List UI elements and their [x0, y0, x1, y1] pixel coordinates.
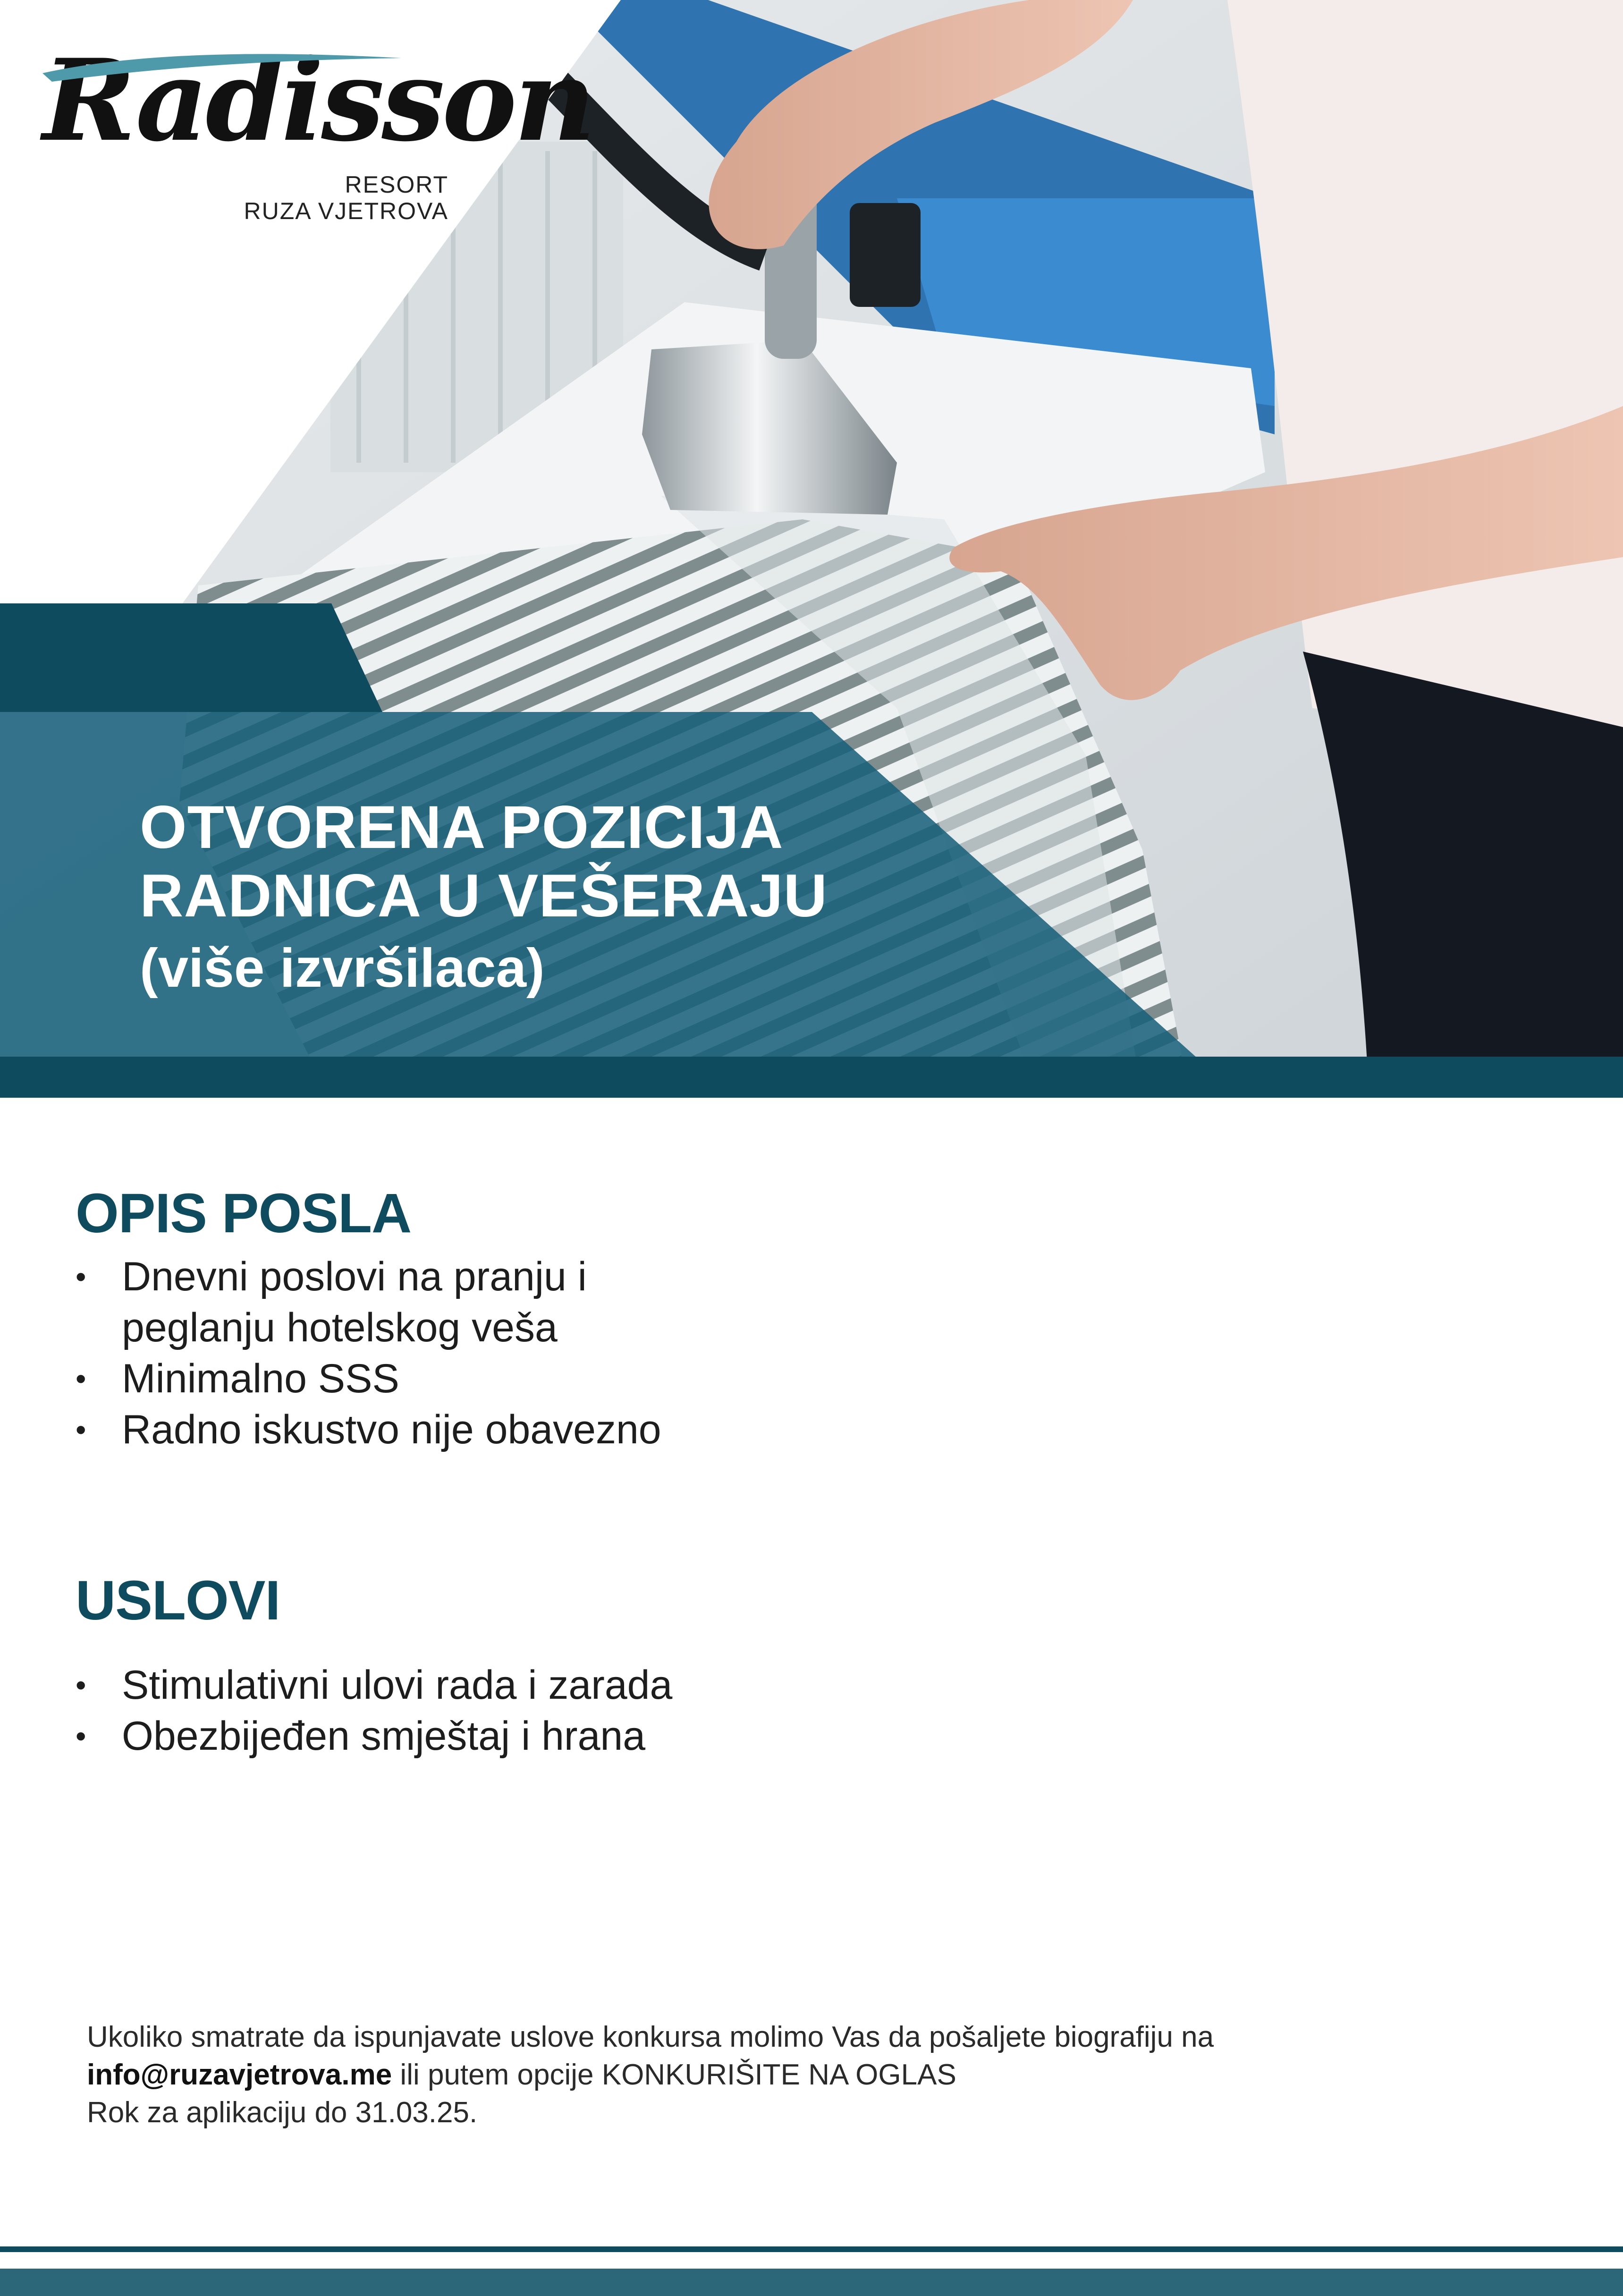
- application-line-2-rest: ili putem opcije KONKURIŠITE NA OGLAS: [392, 2059, 956, 2091]
- footer-divider: [0, 2246, 1623, 2252]
- list-item: • Minimalno SSS: [76, 1353, 661, 1404]
- logo-location-text: RUZA VJETROVA: [244, 198, 448, 224]
- email-link[interactable]: info@ruzavjetrova.me: [87, 2059, 392, 2091]
- logo-swoosh-icon: [42, 45, 401, 83]
- list-item: • Dnevni poslovi na pranju i: [76, 1251, 661, 1302]
- application-instructions: [87, 2018, 1503, 2132]
- list-item: • Obezbijeđen smještaj i hrana: [76, 1711, 672, 1762]
- list-item-continuation: peglanju hotelskog veša: [122, 1305, 558, 1350]
- application-line-2: [87, 2056, 1503, 2094]
- list-item: • Stimulativni ulovi rada i zarada: [76, 1660, 672, 1711]
- radisson-logo: [42, 35, 593, 234]
- position-title: [140, 793, 828, 1006]
- conditions-list: [76, 1660, 672, 1762]
- application-line-1: Ukoliko smatrate da ispunjavate uslove konkursa molimo Vas da pošaljete biografiju na: [87, 2021, 1214, 2053]
- conditions-heading: USLOVI: [76, 1569, 280, 1632]
- logo-subline: [244, 171, 448, 224]
- title-line-3: (više izvršilaca): [140, 937, 545, 999]
- list-item: • Radno iskustvo nije obavezno: [76, 1404, 661, 1455]
- application-deadline: Rok za aplikaciju do 31.03.25.: [87, 2096, 478, 2129]
- job-description-list: [76, 1251, 661, 1455]
- logo-wordmark: Radisson: [42, 35, 593, 167]
- logo-resort-text: RESORT: [345, 171, 448, 198]
- job-description-heading: OPIS POSLA: [76, 1182, 412, 1245]
- title-line-1: OTVORENA POZICIJA: [140, 794, 784, 861]
- title-line-2: RADNICA U VEŠERAJU: [140, 862, 828, 930]
- footer-band: [0, 2269, 1623, 2296]
- hero-banner: [0, 0, 1623, 1098]
